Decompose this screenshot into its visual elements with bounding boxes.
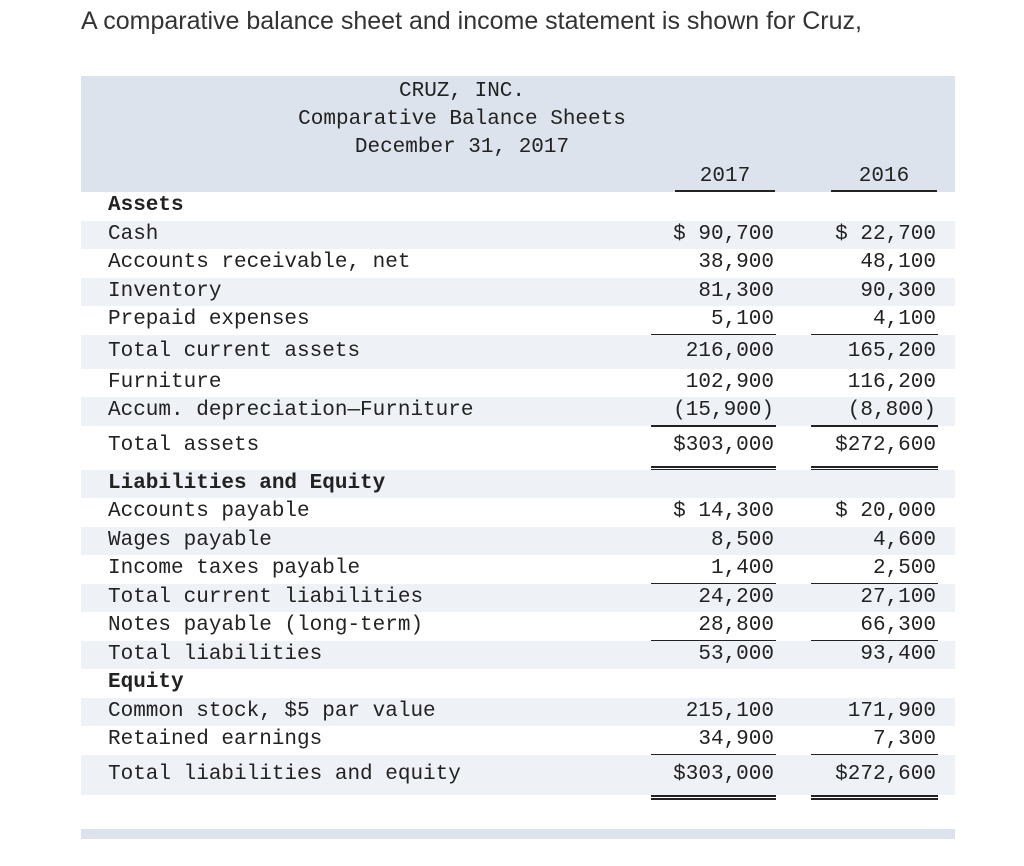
value-2016: 48,100 [860,251,936,274]
row-cash [81,221,955,250]
row-label: Wages payable [108,528,272,552]
row-label: Prepaid expenses [108,308,310,331]
row-label: Equity [108,671,184,694]
row-accounts-receivable [81,249,955,278]
value-2016: 90,300 [860,279,936,303]
value-2016: $272,600 [811,426,938,471]
row-label: Retained earnings [108,728,323,751]
value-2017: 53,000 [698,642,774,666]
row-accounts-payable [81,498,955,527]
value-2017: 1,400 [651,555,776,585]
row-label: Furniture [108,370,222,394]
value-2017: 102,900 [685,370,774,394]
row-label: Notes payable (long-term) [108,614,424,637]
value-2017: 81,300 [698,279,774,303]
row-total-liabilities-equity [81,755,955,795]
balance-sheet [81,76,955,795]
intro-text: A comparative balance sheet and income statement is shown for Cruz, [81,7,862,35]
row-label: Total liabilities and equity [108,762,461,786]
row-total-assets [81,426,955,466]
value-2017: 28,800 [651,612,776,642]
row-label: Assets [108,194,184,217]
row-retained-earnings [81,726,955,755]
row-label: Total current assets [108,339,361,363]
row-inventory [81,278,955,307]
value-2016: 93,400 [860,642,936,666]
value-2016: 4,600 [872,528,936,552]
row-label: Accounts receivable, net [108,251,411,274]
row-income-taxes-payable [81,555,955,584]
row-label: Accum. depreciation—Furniture [108,399,474,422]
row-common-stock [81,698,955,727]
row-label: Inventory [108,279,222,303]
value-2016: 171,900 [847,699,936,723]
company-name: CRUZ, INC. [398,80,526,103]
year-2017-header: 2017 [675,164,775,192]
section-assets [81,192,955,221]
value-2016: 165,200 [847,339,936,363]
sheet-header [81,76,955,192]
sheet-date: December 31, 2017 [354,136,570,159]
row-total-current-liabilities [81,584,955,613]
row-label: Common stock, $5 par value [108,699,436,723]
row-prepaid-expenses [81,306,955,335]
section-equity [81,669,955,698]
row-label: Total current liabilities [108,585,424,609]
row-label: Liabilities and Equity [108,471,386,495]
value-2016: 27,100 [860,585,936,609]
row-wages-payable [81,527,955,556]
year-2016-header: 2016 [831,164,937,192]
row-label: Total assets [108,433,260,457]
value-2017: $303,000 [651,426,776,471]
sheet-footer-bar [81,829,955,839]
value-2016: 7,300 [811,726,938,756]
value-2016: 2,500 [811,555,938,585]
value-2017: (15,900) [651,397,776,427]
value-2016: 4,100 [811,306,938,336]
value-2017: 24,200 [698,585,774,609]
value-2017: $303,000 [651,755,776,800]
value-2017: 216,000 [685,339,774,363]
value-2016: (8,800) [811,397,938,427]
row-furniture [81,369,955,398]
value-2017: 38,900 [698,251,774,274]
value-2016: $272,600 [811,755,938,800]
value-2017: 215,100 [685,699,774,723]
row-label: Accounts payable [108,500,310,523]
value-2016: 66,300 [811,612,938,642]
row-total-current-assets [81,335,955,369]
value-2017: $ 90,700 [673,222,774,246]
section-liabilities-equity [81,470,955,499]
row-accum-depreciation [81,397,955,426]
value-2016: $ 22,700 [835,222,936,246]
value-2017: 34,900 [651,726,776,756]
row-total-liabilities [81,641,955,670]
row-label: Income taxes payable [108,557,361,580]
value-2016: 116,200 [847,370,936,394]
row-label: Cash [108,222,159,246]
row-label: Total liabilities [108,642,323,666]
row-notes-payable [81,612,955,641]
value-2017: 8,500 [710,528,774,552]
sheet-title: Comparative Balance Sheets [298,108,626,131]
value-2017: $ 14,300 [673,500,774,523]
value-2016: $ 20,000 [835,500,936,523]
value-2017: 5,100 [651,306,776,336]
